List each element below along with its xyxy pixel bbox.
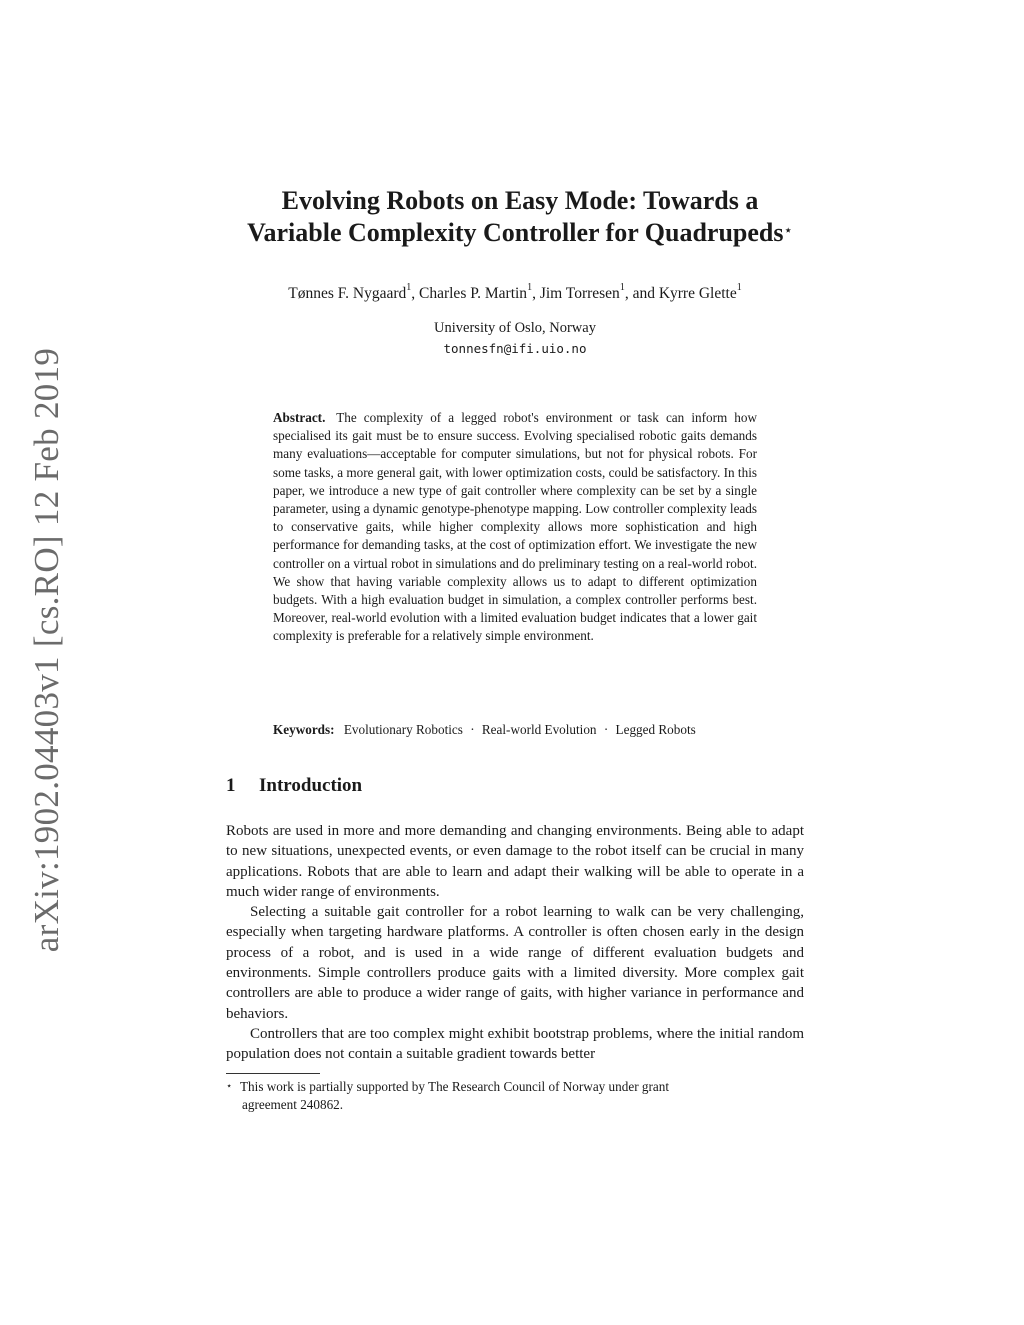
paragraph: Robots are used in more and more demanding and changing environments. Being able to adapt to new situations, unexpected events, or even damage to the robot itself can be crucial in many applications. Robots that are able to learn and adapt their walking will be able to operate in a much wider range of environments.: [226, 823, 804, 900]
author-list: [170, 282, 860, 303]
author-separator: ,: [532, 285, 540, 302]
paper-title: [170, 185, 870, 249]
title-line-2: [170, 217, 870, 249]
footnote-line-1: This work is partially supported by The Research Council of Norway under grant: [240, 1079, 669, 1094]
footnote: [226, 1078, 804, 1114]
author-name: Kyrre Glette: [658, 285, 737, 302]
footnote-mark: ⋆: [226, 1081, 233, 1092]
keyword-item: Evolutionary Robotics: [343, 722, 463, 737]
author-affiliation-mark: 1: [619, 282, 625, 293]
author-affiliation-mark: 1: [406, 282, 412, 293]
author-affiliation-mark: 1: [736, 282, 742, 293]
section-heading: [226, 775, 362, 797]
title-line-2-text: Variable Complexity Controller for Quadrupeds: [247, 218, 784, 247]
section-title: Introduction: [259, 775, 363, 796]
contact-email: tonnesfn@ifi.uio.no: [443, 341, 587, 356]
keyword-item: Real-world Evolution: [481, 722, 597, 737]
author-name: Charles P. Martin: [419, 285, 528, 302]
keyword-item: Legged Robots: [615, 722, 696, 737]
section-number: 1: [226, 775, 236, 796]
author-name: Tønnes F. Nygaard: [288, 285, 407, 302]
paragraph: Controllers that are too complex might exhibit bootstrap problems, where the initial random population does not contain a suitable gradient towards better: [226, 1025, 804, 1063]
author-separator: , and: [624, 285, 659, 302]
arxiv-side-stamp: [22, 347, 72, 953]
abstract-label: Abstract.: [273, 410, 326, 425]
footnote-line-2: agreement 240862.: [242, 1097, 344, 1112]
body-text: [226, 821, 804, 1065]
affiliation: University of Oslo, Norway: [434, 320, 596, 336]
paragraph: Selecting a suitable gait controller for a robot learning to walk can be very challenging, especially when targeting hardware platforms. A controller is often chosen early in the design process of a robot, and is used in a wide range of different evaluation budgets and environments. Simple controllers produce gaits with a limited diversity. More complex gait controllers are able to produce a wider range of gaits, with higher variance in performance and behaviors.: [226, 904, 804, 1022]
abstract: [273, 409, 757, 646]
keyword-separator: ·: [603, 722, 609, 737]
author-affiliation-mark: 1: [527, 282, 533, 293]
title-footnote-star: ⋆: [783, 223, 793, 239]
author-separator: ,: [411, 285, 419, 302]
arxiv-identifier: arXiv:1902.04403v1 [cs.RO] 12 Feb 2019: [27, 347, 66, 953]
keyword-separator: ·: [470, 722, 475, 737]
footnote-divider: [226, 1073, 320, 1074]
keywords: [273, 722, 793, 738]
title-line-1: Evolving Robots on Easy Mode: Towards a: [281, 186, 759, 215]
keywords-label: Keywords:: [273, 722, 335, 737]
author-name: Jim Torresen: [539, 285, 620, 302]
abstract-text: The complexity of a legged robot's environment or task can inform how specialised its gait must be to ensure success. Evolving specialised robotic gaits demands many evaluations—acceptable for computer simulations, but not for physical robots. For some tasks, a more general gait, with lower optimization costs, could be satisfactory. In this paper, we introduce a new type of gait controller where complexity can be set by a single parameter, using a dynamic genotype-phenotype mapping. Low controller complexity leads to conservative gaits, while higher complexity allows more sophistication and high performance for demanding tasks, at the cost of optimization effort. We investigate the new controller on a virtual robot in simulations and do preliminary testing on a real-world robot. We show that having variable complexity allows us to adapt to different optimization budgets. With a high evaluation budget in simulation, a complex controller performs best. Moreover, real-world evolution with a limited evaluation budget indicates that a lower gait complexity is preferable for a relatively simple environment.: [273, 410, 758, 644]
